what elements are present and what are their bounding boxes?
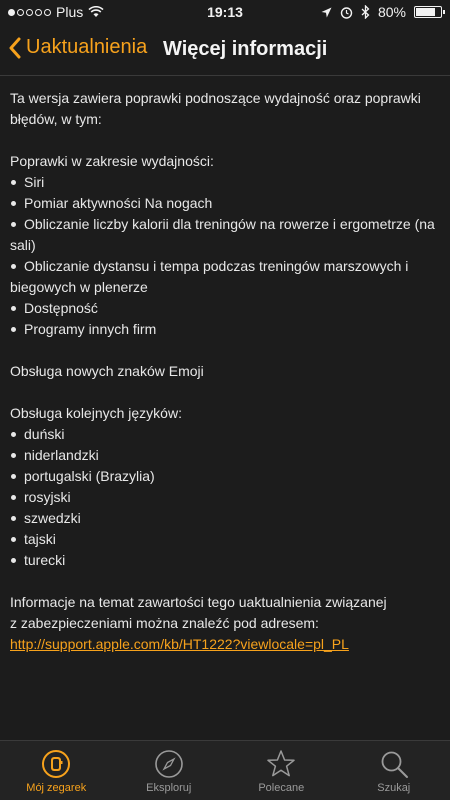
location-icon [321, 7, 332, 18]
tab-search[interactable] [338, 741, 450, 800]
list-item: Programy innych firm [10, 319, 435, 340]
list-item: Dostępność [10, 298, 435, 319]
emoji-text: Obsługa nowych znaków Emoji [10, 363, 204, 379]
back-label: Uaktualnienia [26, 36, 148, 58]
languages-list [10, 424, 435, 571]
list-item: niderlandzki [10, 445, 435, 466]
intro-line: błędów, w tym: [10, 111, 102, 127]
compass-icon [154, 749, 184, 779]
chevron-left-icon [8, 37, 22, 59]
page-title: Więcej informacji [163, 38, 328, 60]
status-bar [0, 0, 450, 24]
tab-bar [0, 740, 450, 800]
intro-text [10, 88, 435, 130]
list-item: turecki [10, 550, 435, 571]
watch-icon [41, 749, 71, 779]
tab-my-watch[interactable] [0, 741, 113, 800]
tab-label: Polecane [258, 782, 305, 794]
security-line: Informacje na temat zawartości tego uaktualnienia związanej [10, 594, 387, 610]
search-icon [379, 749, 409, 779]
alarm-icon [340, 6, 353, 19]
release-notes [10, 88, 435, 676]
list-item: tajski [10, 529, 435, 550]
performance-title: Poprawki w zakresie wydajności: [10, 153, 214, 169]
star-icon [266, 749, 296, 779]
carrier-name: Plus [56, 4, 84, 20]
status-time: 19:13 [207, 4, 243, 20]
list-item: Obliczanie dystansu i tempa podczas treningów marszowych i biegowych w plenerze [10, 256, 435, 298]
list-item: Pomiar aktywności Na nogach [10, 193, 435, 214]
tab-label: Eksploruj [146, 782, 192, 794]
list-item: portugalski (Brazylia) [10, 466, 435, 487]
intro-line: Ta wersja zawiera poprawki podnoszące wydajność oraz poprawki [10, 90, 421, 106]
performance-list [10, 172, 435, 340]
languages-title: Obsługa kolejnych języków: [10, 405, 182, 421]
tab-label: Szukaj [377, 782, 411, 794]
list-item: szwedzki [10, 508, 435, 529]
security-line: z zabezpieczeniami można znaleźć pod adresem: [10, 615, 319, 631]
battery-percent: 80% [377, 4, 406, 20]
battery-icon [414, 6, 442, 18]
back-button[interactable] [8, 36, 147, 59]
languages-section [10, 403, 435, 571]
navigation-bar [0, 24, 450, 76]
list-item: Siri [10, 172, 435, 193]
status-right [321, 4, 442, 20]
tab-label: Mój zegarek [26, 782, 87, 794]
support-link[interactable]: http://support.apple.com/kb/HT1222?viewlocale=pl_PL [10, 636, 349, 652]
bluetooth-icon [361, 5, 370, 19]
performance-section [10, 151, 435, 340]
tab-explore[interactable] [113, 741, 226, 800]
list-item: duński [10, 424, 435, 445]
list-item: rosyjski [10, 487, 435, 508]
security-text [10, 592, 435, 655]
tab-featured[interactable] [225, 741, 338, 800]
list-item: Obliczanie liczby kalorii dla treningów na rowerze i ergometrze (na sali) [10, 214, 435, 256]
